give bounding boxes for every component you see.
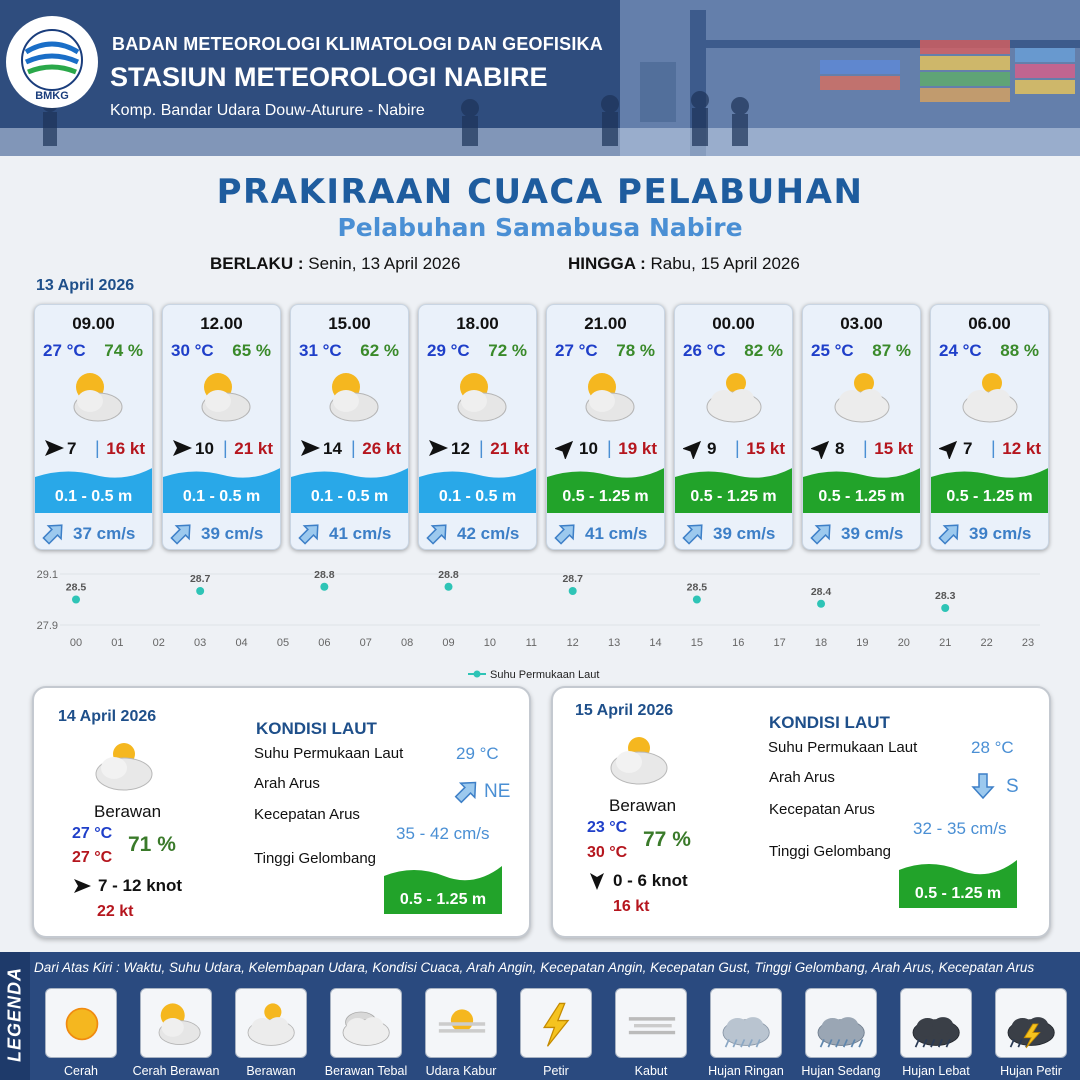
chart-x-tick: 08 [401, 637, 414, 649]
hujan-lebat-icon [907, 996, 967, 1052]
forecast-humidity: 78 % [616, 341, 655, 360]
forecast-temp: 27 °C [555, 341, 598, 360]
cerah-berawan-icon [572, 369, 642, 425]
chart-point [941, 604, 949, 612]
cerah-icon [52, 996, 112, 1052]
summary-wind: 7 - 12 knot [98, 876, 183, 895]
forecast-card [546, 304, 665, 550]
forecast-current-speed: 39 cm/s [713, 524, 776, 543]
chart-data-label: 28.5 [686, 581, 708, 594]
berawan-icon [605, 732, 675, 788]
current-direction-icon [938, 521, 962, 545]
chart-point [693, 596, 701, 604]
forecast-wind-speed: 12 [451, 439, 470, 458]
wave-value: 0.5 - 1.25 m [914, 885, 1002, 902]
forecast-current [803, 519, 920, 550]
legend-item [140, 988, 212, 1058]
wind-direction-icon [171, 437, 193, 459]
forecast-time: 00.00 [712, 314, 755, 333]
legend-item-label: Hujan Sedang [801, 1064, 881, 1078]
forecast-current-speed: 39 cm/s [969, 524, 1032, 543]
valid-from [210, 254, 460, 274]
forecast-time: 09.00 [72, 314, 115, 333]
chart-x-tick: 16 [732, 637, 745, 649]
current-speed-label: Kecepatan Arus [254, 806, 360, 823]
forecast-temp: 29 °C [427, 341, 470, 360]
forecast-separator: | [95, 438, 100, 458]
forecast-wave-height: 0.5 - 1.25 m [562, 488, 649, 505]
legend-item-label: Kabut [634, 1064, 668, 1078]
legend-item [710, 988, 782, 1058]
forecast-separator: | [863, 438, 868, 458]
chart-x-tick: 03 [194, 637, 207, 649]
summary-wind: 0 - 6 knot [613, 871, 688, 890]
current-dir-label: Arah Arus [254, 775, 320, 792]
forecast-current-speed: 39 cm/s [201, 524, 264, 543]
chart-x-tick: 14 [649, 637, 662, 649]
forecast-current [35, 519, 152, 550]
legend-item-label: Hujan Petir [1000, 1064, 1062, 1078]
chart-x-tick: 17 [773, 637, 786, 649]
chart-data-label: 28.3 [934, 590, 956, 602]
sst-label: Suhu Permukaan Laut [768, 739, 918, 756]
forecast-humidity: 82 % [744, 341, 783, 360]
forecast-wind-speed: 10 [195, 439, 214, 458]
forecast-wind-speed: 7 [963, 439, 973, 458]
wind-direction-icon [43, 437, 65, 459]
chart-x-tick: 04 [235, 637, 248, 649]
summary-date: 14 April 2026 [58, 708, 157, 725]
forecast-separator: | [735, 438, 740, 458]
valid-from-label: BERLAKU : [210, 254, 304, 273]
legend-title: LEGENDA [4, 967, 25, 1063]
chart-x-tick: 21 [939, 637, 952, 649]
chart-point [320, 583, 328, 591]
forecast-temp: 31 °C [299, 341, 342, 360]
chart-x-tick: 22 [980, 637, 993, 649]
chart-x-tick: 20 [897, 637, 910, 649]
forecast-separator: | [607, 438, 612, 458]
forecast-wind-speed: 9 [707, 439, 717, 458]
forecast-time: 06.00 [968, 314, 1011, 333]
forecast-humidity: 62 % [360, 341, 399, 360]
berawan-icon [700, 369, 770, 425]
chart-x-tick: 07 [359, 637, 372, 649]
wind-direction-icon [683, 437, 705, 459]
kondisi-laut-title: KONDISI LAUT [256, 719, 377, 738]
chart-data-label: 28.8 [314, 568, 335, 581]
forecast-wave-height: 0.1 - 0.5 m [438, 488, 517, 505]
forecast-separator: | [991, 438, 996, 458]
chart-x-tick: 05 [276, 637, 290, 649]
forecast-separator: | [351, 438, 356, 458]
chart-x-tick: 11 [525, 637, 538, 649]
berawan-icon [828, 369, 898, 425]
current-direction-icon [426, 521, 450, 545]
current-direction-icon [554, 521, 578, 545]
forecast-gust: 15 kt [746, 439, 785, 458]
forecast-temp: 24 °C [939, 341, 982, 360]
chart-data-label: 28.4 [810, 585, 832, 598]
day1-date: 13 April 2026 [36, 277, 135, 294]
legend-item-label: Udara Kabur [425, 1064, 497, 1078]
summary-temp-min: 27 °C [72, 825, 113, 842]
legend-item-label: Berawan Tebal [324, 1064, 408, 1078]
current-direction-icon [452, 777, 482, 805]
header-banner [0, 0, 1080, 156]
legend-item-label: Petir [543, 1064, 569, 1078]
forecast-current-speed: 41 cm/s [585, 524, 648, 543]
legend-item [425, 988, 497, 1058]
legend-item [520, 988, 592, 1058]
forecast-current-speed: 42 cm/s [457, 524, 520, 543]
chart-data-label: 28.7 [189, 573, 211, 585]
summary-condition: Berawan [609, 796, 677, 815]
wind-direction-icon [427, 437, 449, 459]
station-address: Komp. Bandar Udara Douw-Aturure - Nabire [110, 102, 425, 119]
summary-condition: Berawan [94, 802, 162, 821]
forecast-humidity: 87 % [872, 341, 911, 360]
summary-humidity: 71 % [128, 833, 176, 856]
petir-icon [527, 996, 587, 1052]
chart-x-tick: 23 [1021, 637, 1035, 649]
forecast-time: 03.00 [840, 314, 883, 333]
day-summary-14 [32, 686, 531, 938]
wind-direction-icon [555, 437, 577, 459]
summary-humidity: 77 % [643, 828, 691, 851]
forecast-humidity: 74 % [104, 341, 143, 360]
forecast-card [290, 304, 409, 550]
forecast-wind-speed: 8 [835, 439, 845, 458]
valid-to-label: HINGGA : [568, 254, 646, 273]
chart-x-tick: 01 [111, 637, 124, 649]
forecast-gust: 21 kt [490, 439, 529, 458]
summary-gust: 16 kt [613, 898, 650, 915]
hujan-petir-icon [1002, 996, 1062, 1052]
current-direction-icon [42, 521, 66, 545]
current-direction-icon [810, 521, 834, 545]
chart-y-tick: 29.1 [36, 569, 58, 581]
chart-legend-label: Suhu Permukaan Laut [490, 669, 600, 681]
legend-item-label: Hujan Lebat [902, 1064, 970, 1078]
chart-point [196, 587, 204, 595]
summary-temp-min: 23 °C [587, 819, 628, 836]
chart-y-tick: 27.9 [36, 620, 58, 632]
chart-x-tick: 09 [442, 637, 455, 649]
legend-side [0, 952, 30, 1080]
chart-x-tick: 18 [814, 637, 828, 649]
chart-point [72, 596, 80, 604]
cerah-berawan-icon [444, 369, 514, 425]
day-summary-15 [551, 686, 1051, 938]
legend-item [805, 988, 877, 1058]
current-dir-value: S [1006, 776, 1019, 797]
forecast-gust: 21 kt [234, 439, 273, 458]
forecast-time: 21.00 [584, 314, 627, 333]
forecast-current [291, 519, 408, 550]
forecast-wave-height: 0.1 - 0.5 m [310, 488, 389, 505]
forecast-current [419, 519, 536, 550]
legend-item-label: Hujan Ringan [708, 1064, 784, 1078]
legend-item [900, 988, 972, 1058]
udara-kabur-icon [432, 996, 492, 1052]
forecast-current-speed: 41 cm/s [329, 524, 392, 543]
kondisi-laut-title: KONDISI LAUT [769, 713, 890, 732]
forecast-card [674, 304, 793, 550]
chart-point [445, 583, 453, 591]
berawan-icon [90, 738, 160, 794]
valid-to [568, 254, 800, 274]
forecast-wind-speed: 7 [67, 439, 77, 458]
forecast-time: 12.00 [200, 314, 243, 333]
cerah-berawan-icon [147, 996, 207, 1052]
hujan-ringan-icon [717, 996, 777, 1052]
forecast-temp: 27 °C [43, 341, 86, 360]
wind-direction-icon [939, 437, 961, 459]
current-direction-icon [682, 521, 706, 545]
chart-x-tick: 19 [856, 637, 869, 649]
current-speed-label: Kecepatan Arus [769, 801, 875, 818]
forecast-current [547, 519, 664, 550]
chart-x-tick: 00 [69, 637, 83, 649]
forecast-current [163, 519, 280, 550]
chart-legend-marker [474, 671, 481, 678]
forecast-gust: 26 kt [362, 439, 401, 458]
forecast-card [162, 304, 281, 550]
forecast-gust: 15 kt [874, 439, 913, 458]
forecast-separator: | [223, 438, 228, 458]
forecast-humidity: 65 % [232, 341, 271, 360]
valid-to-value: Rabu, 15 April 2026 [650, 254, 800, 273]
chart-data-label: 28.8 [438, 568, 459, 581]
wind-direction-icon [587, 871, 607, 891]
forecast-wave-height: 0.5 - 1.25 m [946, 488, 1033, 505]
page-title: PRAKIRAAN CUACA PELABUHAN [216, 172, 864, 212]
berawan-tebal-icon [337, 996, 397, 1052]
forecast-card [802, 304, 921, 550]
forecast-wave-height: 0.5 - 1.25 m [690, 488, 777, 505]
forecast-wind-speed: 14 [323, 439, 342, 458]
current-direction-icon [298, 521, 322, 545]
forecast-current [675, 519, 792, 550]
valid-from-value: Senin, 13 April 2026 [308, 254, 461, 273]
forecast-card [34, 304, 153, 550]
forecast-current [931, 519, 1048, 550]
forecast-time: 18.00 [456, 314, 499, 333]
berawan-icon [242, 996, 302, 1052]
chart-point [569, 587, 577, 595]
station-name: STASIUN METEOROLOGI NABIRE [110, 62, 548, 92]
cerah-berawan-icon [60, 369, 130, 425]
chart-x-tick: 12 [566, 637, 579, 649]
chart-data-label: 28.7 [562, 573, 583, 585]
forecast-humidity: 72 % [488, 341, 527, 360]
legend-item [330, 988, 402, 1058]
logo-text: BMKG [35, 90, 69, 102]
legend-item [615, 988, 687, 1058]
summary-date: 15 April 2026 [575, 702, 674, 719]
cerah-berawan-icon [188, 369, 258, 425]
legend-item [235, 988, 307, 1058]
chart-x-tick: 13 [607, 637, 621, 649]
wind-direction-icon [299, 437, 321, 459]
current-speed-value: 35 - 42 cm/s [396, 824, 490, 843]
forecast-separator: | [479, 438, 484, 458]
wind-direction-icon [811, 437, 833, 459]
agency-name: BADAN METEOROLOGI KLIMATOLOGI DAN GEOFISIKA [112, 34, 603, 54]
legend-item [45, 988, 117, 1058]
legend-item-label: Cerah [63, 1064, 99, 1078]
berawan-icon [956, 369, 1026, 425]
current-speed-value: 32 - 35 cm/s [913, 819, 1007, 838]
wave-label: Tinggi Gelombang [254, 850, 377, 867]
forecast-humidity: 88 % [1000, 341, 1039, 360]
forecast-current-speed: 37 cm/s [73, 524, 136, 543]
legend-item-label: Berawan [246, 1064, 296, 1078]
chart-x-tick: 02 [152, 637, 165, 649]
chart-x-tick: 15 [690, 637, 703, 649]
chart-x-tick: 10 [483, 637, 497, 649]
summary-temp-max: 30 °C [587, 844, 628, 861]
forecast-current-speed: 39 cm/s [841, 524, 904, 543]
page-subtitle: Pelabuhan Samabusa Nabire [337, 213, 743, 242]
forecast-temp: 30 °C [171, 341, 214, 360]
forecast-gust: 16 kt [106, 439, 145, 458]
forecast-card [930, 304, 1049, 550]
current-direction-icon [969, 772, 997, 800]
sst-label: Suhu Permukaan Laut [254, 745, 404, 762]
current-direction-icon [170, 521, 194, 545]
forecast-gust: 12 kt [1002, 439, 1041, 458]
forecast-temp: 26 °C [683, 341, 726, 360]
forecast-gust: 19 kt [618, 439, 657, 458]
legend-item-label: Cerah Berawan [132, 1064, 220, 1078]
chart-point [817, 600, 825, 608]
kabut-icon [622, 996, 682, 1052]
sst-value: 29 °C [456, 744, 499, 763]
forecast-wind-speed: 10 [579, 439, 598, 458]
forecast-temp: 25 °C [811, 341, 854, 360]
forecast-wave-height: 0.1 - 0.5 m [182, 488, 261, 505]
summary-temp-max: 27 °C [72, 849, 113, 866]
forecast-wave-height: 0.1 - 0.5 m [54, 488, 133, 505]
bmkg-logo [6, 16, 98, 108]
chart-data-label: 28.5 [65, 581, 87, 594]
legend-description: Dari Atas Kiri : Waktu, Suhu Udara, Kelembapan Udara, Kondisi Cuaca, Arah Angin, Kecepatan Angin, Kecepatan Gust, Tinggi Gelombang, Arah Arus, Kecepatan Arus [34, 960, 1035, 975]
summary-gust: 22 kt [97, 903, 134, 920]
hujan-sedang-icon [812, 996, 872, 1052]
sst-value: 28 °C [971, 738, 1014, 757]
wave-label: Tinggi Gelombang [769, 843, 892, 860]
forecast-time: 15.00 [328, 314, 371, 333]
legend-item [995, 988, 1067, 1058]
current-dir-value: NE [484, 781, 511, 802]
forecast-card [418, 304, 537, 550]
cerah-berawan-icon [316, 369, 386, 425]
current-dir-label: Arah Arus [769, 769, 835, 786]
wave-value: 0.5 - 1.25 m [399, 891, 487, 908]
sst-chart [0, 560, 1080, 685]
forecast-wave-height: 0.5 - 1.25 m [818, 488, 905, 505]
chart-x-tick: 06 [318, 637, 331, 649]
wind-direction-icon [72, 876, 92, 896]
